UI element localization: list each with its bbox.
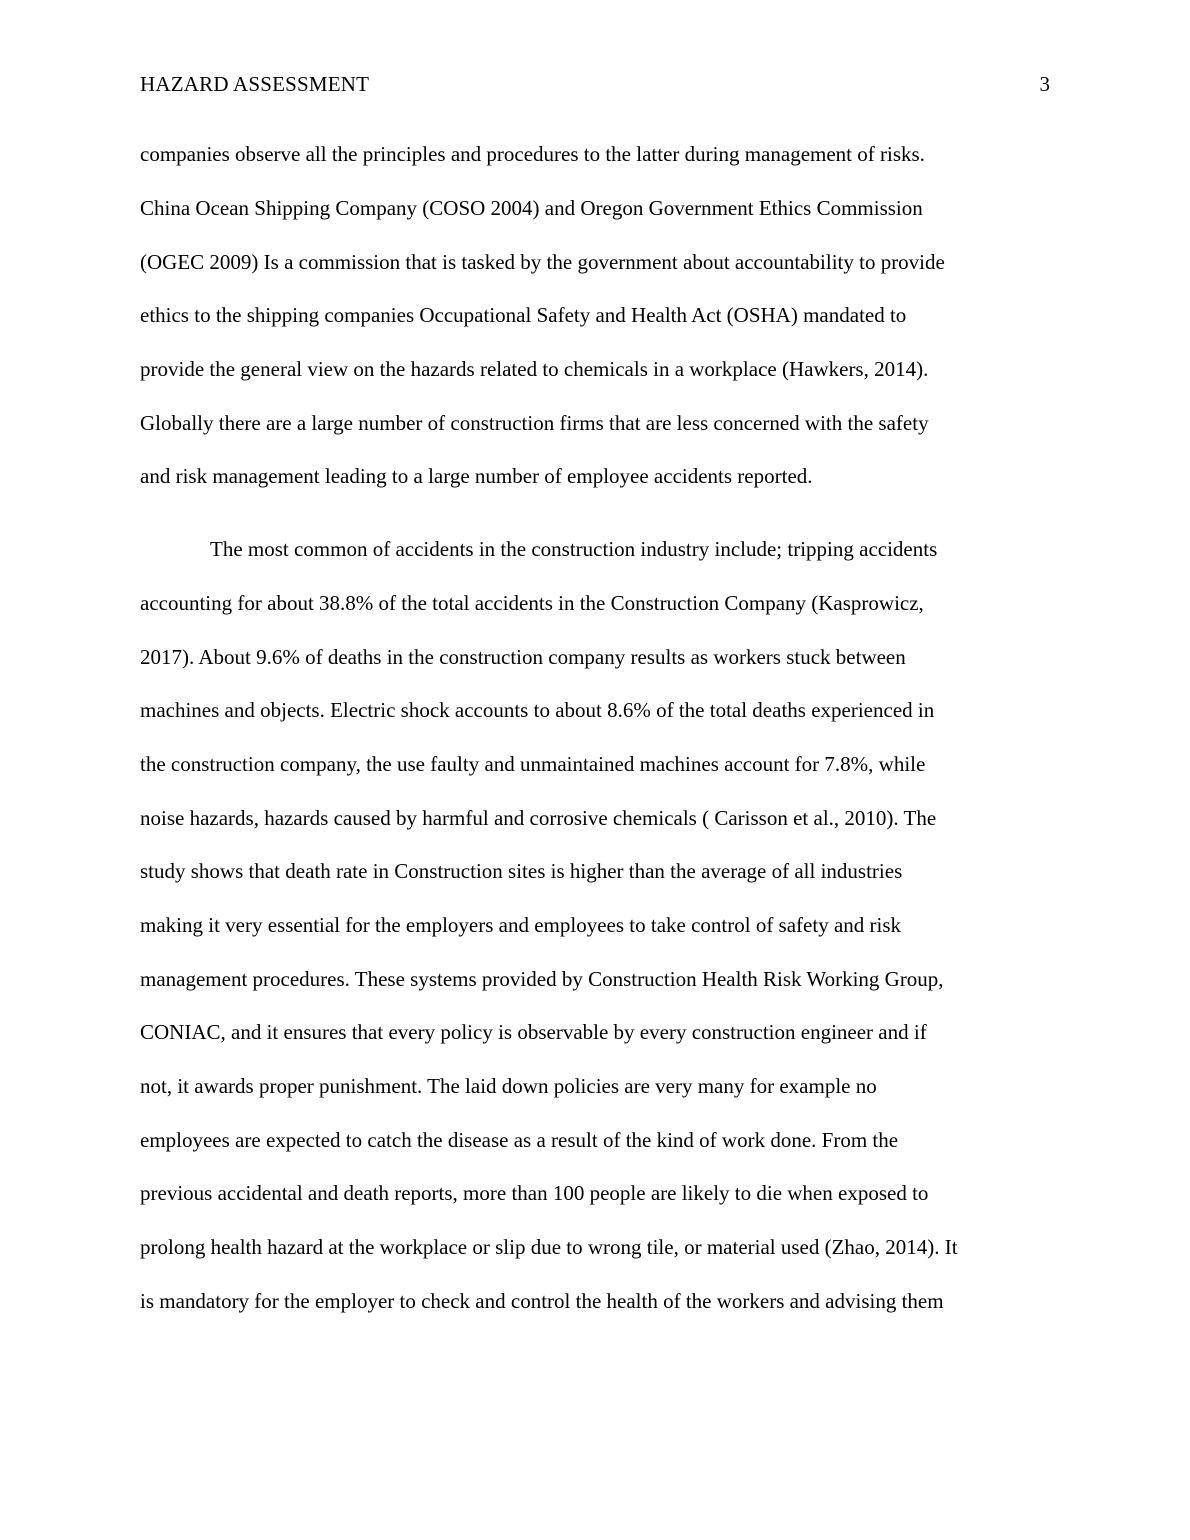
paragraph-2-line-2: accounting for about 38.8% of the total accidents in the Construction Company (Kasprowicz, — [140, 591, 924, 615]
paragraph-1-line-5: provide the general view on the hazards related to chemicals in a workplace (Hawkers, 2014). — [140, 357, 929, 381]
paragraph-1-line-3: (OGEC 2009) Is a commission that is tasked by the government about accountability to provide — [140, 250, 945, 274]
paragraph-1-line-4: ethics to the shipping companies Occupational Safety and Health Act (OSHA) mandated to — [140, 303, 907, 327]
paragraph-2-line-5: the construction company, the use faulty and unmaintained machines account for 7.8%, while — [140, 752, 926, 776]
paragraph-2-line-1: The most common of accidents in the construction industry include; tripping accidents — [210, 537, 938, 561]
page-number: 3 — [1039, 72, 1050, 96]
paragraph-2-line-12: employees are expected to catch the disease as a result of the kind of work done. From the — [140, 1128, 899, 1152]
paragraph-2-line-4: machines and objects. Electric shock accounts to about 8.6% of the total deaths experienced in — [140, 698, 935, 722]
paragraph-2-line-10: CONIAC, and it ensures that every policy is observable by every construction engineer and if — [140, 1020, 927, 1044]
paragraph-2-line-9: management procedures. These systems provided by Construction Health Risk Working Group, — [140, 967, 944, 991]
paragraph-1-line-2: China Ocean Shipping Company (COSO 2004) and Oregon Government Ethics Commission — [140, 196, 923, 220]
paragraph-1-line-6: Globally there are a large number of construction firms that are less concerned with the safety — [140, 411, 929, 435]
paragraph-2-line-8: making it very essential for the employers and employees to take control of safety and risk — [140, 913, 902, 937]
paragraph-2-line-11: not, it awards proper punishment. The laid down policies are very many for example no — [140, 1074, 877, 1098]
paragraph-2-line-7: study shows that death rate in Construction sites is higher than the average of all industries — [140, 859, 903, 883]
paragraph-2-line-3: 2017). About 9.6% of deaths in the construction company results as workers stuck between — [140, 645, 906, 669]
paragraph-1-line-1: companies observe all the principles and procedures to the latter during management of risks. — [140, 142, 925, 166]
running-head: HAZARD ASSESSMENT — [140, 72, 370, 96]
paragraph-2-line-15: is mandatory for the employer to check and control the health of the workers and advising them — [140, 1289, 944, 1313]
paragraph-1-line-7: and risk management leading to a large number of employee accidents reported. — [140, 464, 813, 488]
paragraph-2-line-6: noise hazards, hazards caused by harmful and corrosive chemicals ( Carisson et al., 2010). The — [140, 806, 937, 830]
paragraph-2-line-14: prolong health hazard at the workplace or slip due to wrong tile, or material used (Zhao, 2014). It — [140, 1235, 958, 1259]
paragraph-2-line-13: previous accidental and death reports, more than 100 people are likely to die when exposed to — [140, 1181, 929, 1205]
